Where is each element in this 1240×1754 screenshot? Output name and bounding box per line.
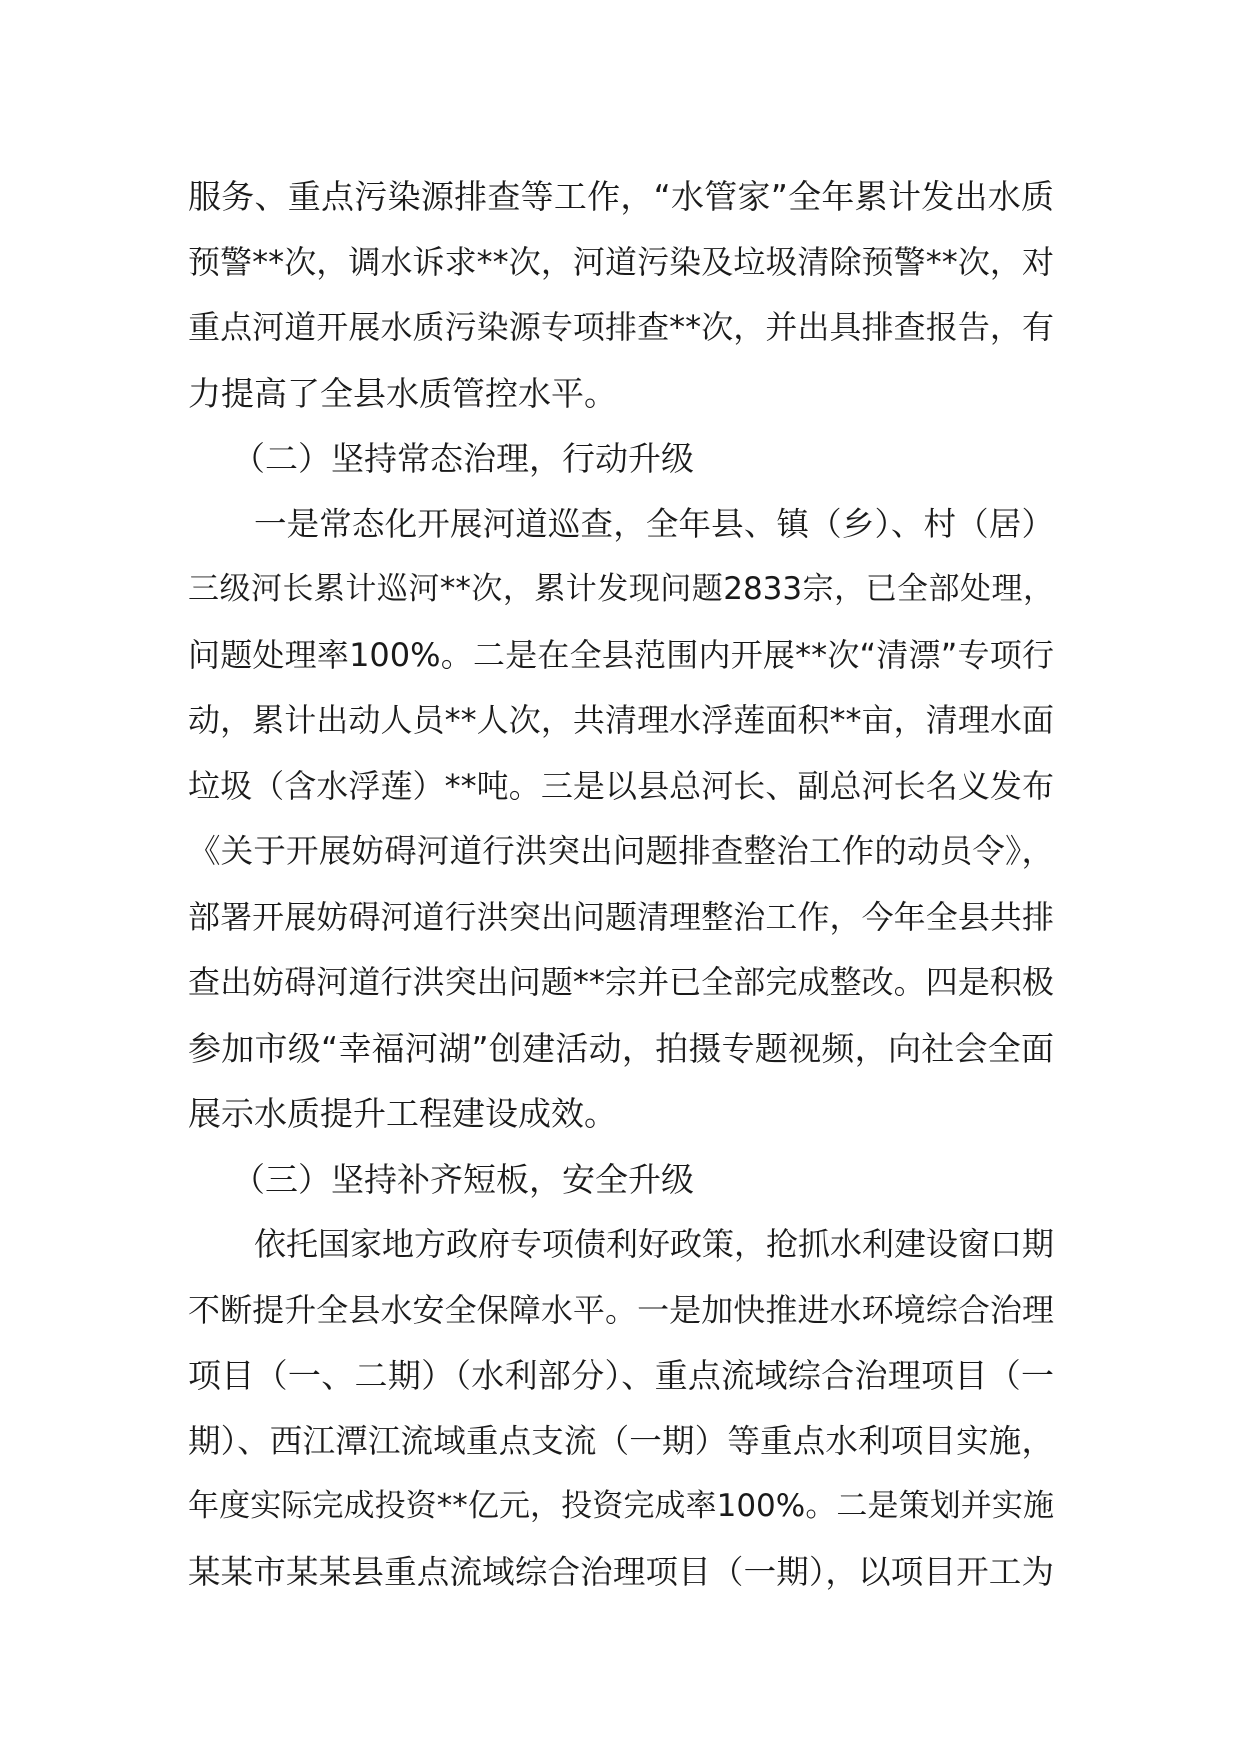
text-line: 动，累计出动人员**人次，共清理水浮莲面积**亩，清理水面 — [188, 701, 1054, 739]
text-line: 项目（一、二期）（水利部分）、重点流域综合治理项目（一 — [188, 1356, 1054, 1395]
text-line: 展示水质提升工程建设成效。 — [188, 1094, 617, 1133]
text-line: 查出妨碍河道行洪突出问题**宗并已全部完成整改。四是积极 — [188, 963, 1054, 1001]
text-line: 年度实际完成投资**亿元，投资完成率100%。二是策划并实施 — [188, 1488, 1054, 1524]
text-line: 重点河道开展水质污染源专项排查**次，并出具排查报告，有 — [188, 308, 1054, 346]
text-line: 不断提升全县水安全保障水平。一是加快推进水环境综合治理 — [188, 1290, 1054, 1329]
text-line: 依托国家地方政府专项债利好政策，抢抓水利建设窗口期 — [254, 1225, 1055, 1263]
text-line: 三级河长累计巡河**次，累计发现问题2833宗，已全部处理， — [188, 571, 1054, 607]
text-line: 预警**次，调水诉求**次，河道污染及垃圾清除预警**次，对 — [188, 242, 1054, 281]
text-line: 问题处理率100%。二是在全县范围内开展**次“清漂”专项行 — [188, 635, 1054, 674]
body-text — [188, 164, 1054, 1605]
text-line: 一是常态化开展河道巡查，全年县、镇（乡）、村（居） — [254, 504, 1054, 543]
text-line: 服务、重点污染源排查等工作，“水管家”全年累计发出水质 — [188, 177, 1054, 216]
text-line: 垃圾（含水浮莲）**吨。三是以县总河长、副总河长名义发布 — [188, 766, 1054, 805]
text-line: 期）、西江潭江流域重点支流（一期）等重点水利项目实施， — [188, 1421, 1054, 1460]
text-line: 参加市级“幸福河湖”创建活动，拍摄专题视频，向社会全面 — [188, 1028, 1054, 1068]
section-heading: （二）坚持常态治理，行动升级 — [232, 439, 694, 478]
text-line: 部署开展妨碍河道行洪突出问题清理整治工作，今年全县共排 — [188, 897, 1054, 936]
text-line: 《关于开展妨碍河道行洪突出问题排查整治工作的动员令》， — [188, 832, 1054, 870]
text-line: 某某市某某县重点流域综合治理项目（一期），以项目开工为 — [188, 1552, 1054, 1591]
text-line: 力提高了全县水质管控水平。 — [188, 373, 617, 413]
section-heading: （三）坚持补齐短板，安全升级 — [232, 1159, 694, 1199]
